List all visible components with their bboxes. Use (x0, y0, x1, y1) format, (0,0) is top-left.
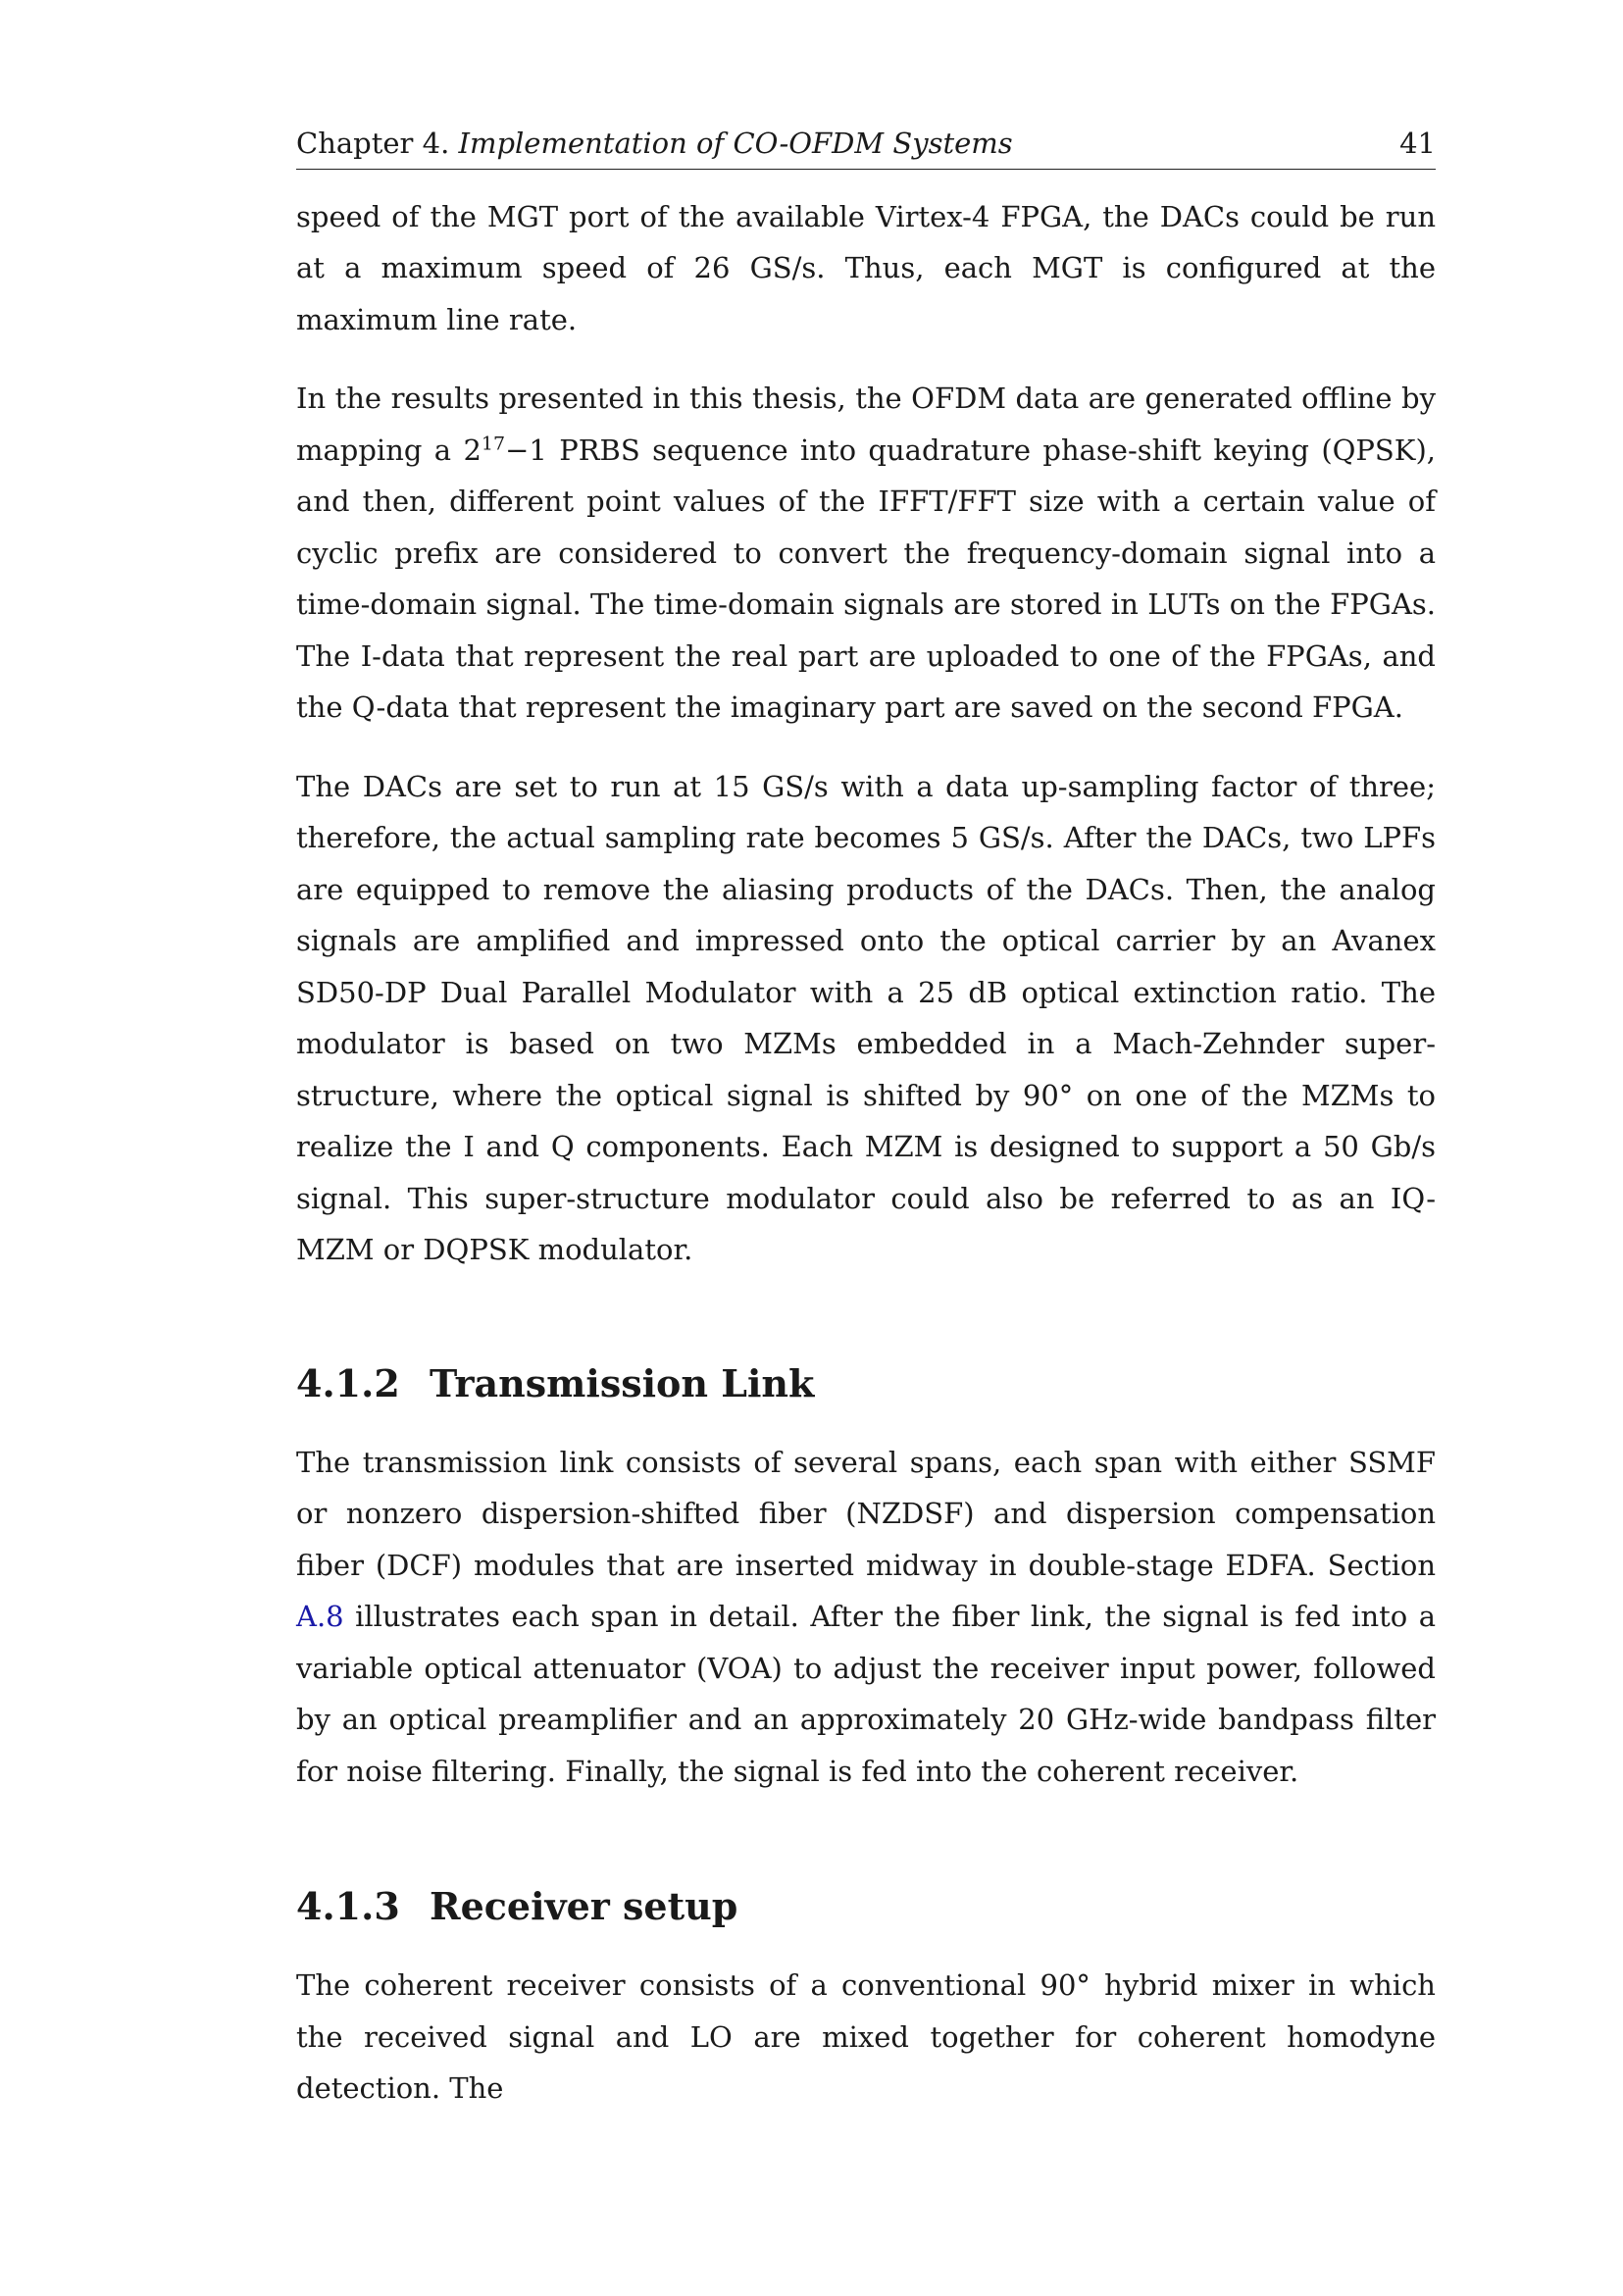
chapter-label (296, 126, 1013, 163)
section-title: Transmission Link (430, 1360, 815, 1405)
chapter-number: Chapter 4. (296, 127, 450, 160)
chapter-title: Implementation of CO-OFDM Systems (458, 127, 1013, 160)
document-page (296, 126, 1436, 2115)
section-reference-link[interactable]: A.8 (296, 1600, 344, 1634)
paragraph-transmission-link (296, 1437, 1436, 1798)
paragraph-transmission-link-part1: The transmission link consists of several spans, each span with either SSMF or nonzero dispersion-shifted fiber (NZDSF) and dispersion compensation fiber (DCF) modules that are inserted midway in double-stage EDFA. Section (296, 1445, 1436, 1582)
section-number: 4.1.3 (296, 1884, 400, 1929)
running-header (296, 126, 1436, 170)
paragraph-receiver: The coherent receiver consists of a conventional 90° hybrid mixer in which the received signal and LO are mixed together for coherent homodyne detection. The (296, 1968, 1436, 2106)
section-number: 4.1.2 (296, 1360, 400, 1405)
paragraph-ofdm-data-part2: −1 PRBS sequence into quadrature phase-shift keying (QPSK), and then, different point values of the IFFT/FFT size with a certain value of cyclic prefix are considered to convert the frequency-domain signal into a time-domain signal. The time-domain signals are stored in LUTs on the FPGAs. The I-data that represent the real part are uploaded to one of the FPGAs, and the Q-data that represent the imaginary part are saved on the second FPGA. (296, 433, 1436, 725)
section-title: Receiver setup (430, 1884, 738, 1929)
prbs-exponent: 17 (481, 433, 506, 455)
paragraph-dac-modulator: The DACs are set to run at 15 GS/s with a data up-sampling factor of three; therefore, the actual sampling rate becomes 5 GS/s. After the DACs, two LPFs are equipped to remove the aliasing products of the DACs. Then, the analog signals are amplified and impressed onto the optical carrier by an Avanex SD50-DP Dual Parallel Modulator with a 25 dB optical extinction ratio. The modulator is based on two MZMs embedded in a Mach-Zehnder super-structure, where the optical signal is shifted by 90° on one of the MZMs to realize the I and Q components. Each MZM is designed to support a 50 Gb/s signal. This super-structure modulator could also be referred to as an IQ-MZM or DQPSK modulator. (296, 769, 1436, 1267)
section-heading-transmission-link (296, 1358, 1436, 1409)
page-number: 41 (1399, 127, 1436, 160)
section-heading-receiver-setup (296, 1881, 1436, 1932)
paragraph-transmission-link-part2: illustrates each span in detail. After the fiber link, the signal is fed into a variable optical attenuator (VOA) to adjust the receiver input power, followed by an optical preamplifier and an approximately 20 GHz-wide bandpass filter for noise filtering. Finally, the signal is fed into the coherent receiver. (296, 1600, 1436, 1788)
paragraph-ofdm-data-part1: In the results presented in this thesis, the OFDM data are generated offline by mapping a 2 (296, 382, 1436, 467)
paragraph-mgt-speed: speed of the MGT port of the available Virtex-4 FPGA, the DACs could be run at a maximum speed of 26 GS/s. Thus, each MGT is configured at the maximum line rate. (296, 199, 1436, 336)
paragraph-ofdm-data (296, 373, 1436, 734)
